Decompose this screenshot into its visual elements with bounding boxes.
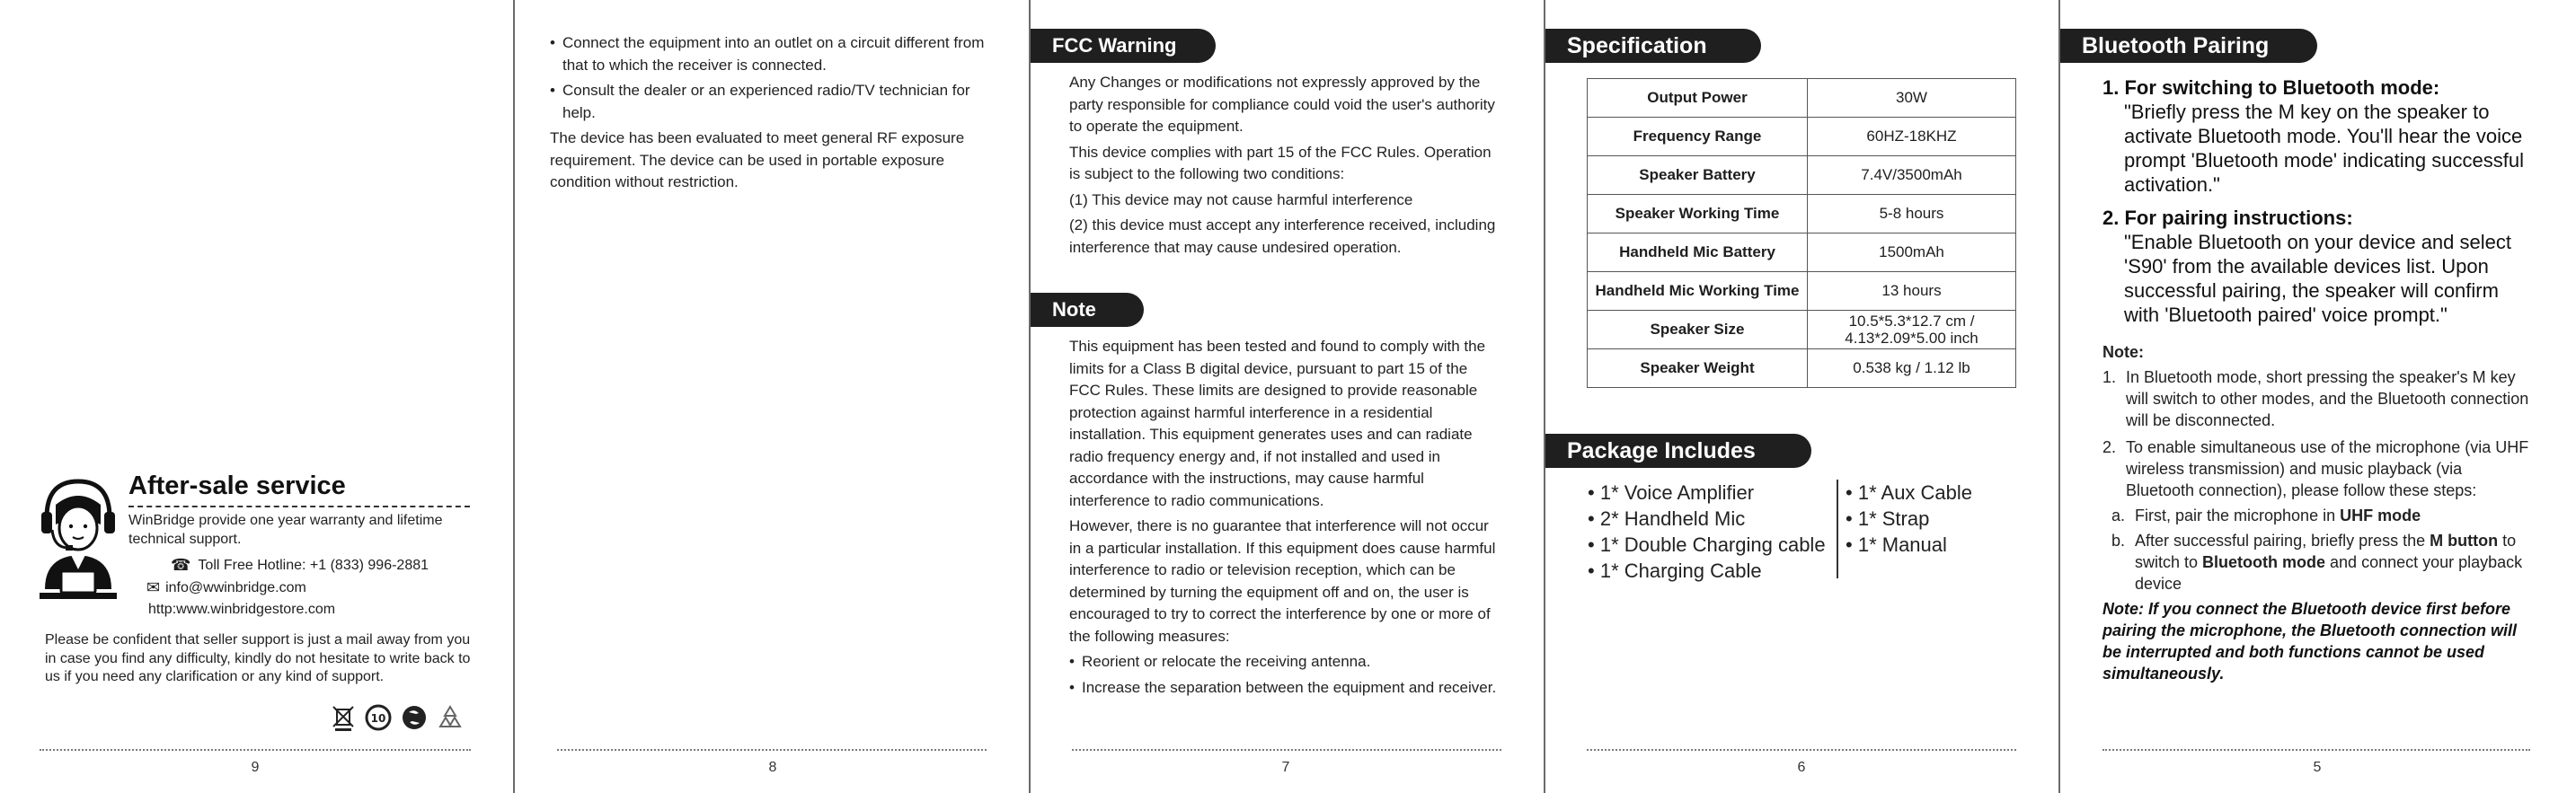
spec-value: 13 hours bbox=[1808, 272, 2016, 311]
package-item: 1* Double Charging cable bbox=[1599, 533, 1826, 556]
list-number: 1. bbox=[2102, 368, 2117, 386]
website-link[interactable]: http:www.winbridgestore.com bbox=[148, 602, 336, 617]
spec-value-line: 4.13*2.09*5.00 inch bbox=[1845, 330, 1978, 347]
text-run: After successful pairing, briefly press the bbox=[2135, 532, 2430, 550]
panel-divider bbox=[1544, 0, 1545, 793]
table-row bbox=[1588, 349, 2016, 388]
text-run: First, pair the microphone in bbox=[2135, 507, 2341, 524]
hotline-row bbox=[171, 556, 429, 575]
phone-icon: ☎ bbox=[171, 556, 191, 574]
step-title: 1. For switching to Bluetooth mode: bbox=[2102, 76, 2440, 99]
spec-key: Output Power bbox=[1588, 79, 1808, 118]
spec-value: 5-8 hours bbox=[1808, 195, 2016, 233]
support-confidence-text: Please be confident that seller support is just a mail away from you in case you find any difficulty, kindly do not hesitate to write back to us if you need any clarification or any kind of support. bbox=[45, 632, 471, 684]
title-rule bbox=[128, 506, 470, 507]
note-paragraph: This equipment has been tested and found to comply with the limits for a Class B digital device, pursuant to part 15 of the FCC Rules. These limits are designed to provide reasonable protection against harmful interference in a residential installation. This equipment generates uses and can radiate radio frequency energy and, if not installed and used in accordance with the instructions, may cause harmful interference to radio communications. bbox=[1069, 338, 1486, 509]
hotline-text: Toll Free Hotline: +1 (833) 996-2881 bbox=[198, 557, 429, 573]
spec-value: 0.538 kg / 1.12 lb bbox=[1808, 349, 2016, 388]
spec-value: 30W bbox=[1808, 79, 2016, 118]
step-title: 2. For pairing instructions: bbox=[2102, 207, 2353, 229]
warranty-text: WinBridge provide one year warranty and lifetime technical support. bbox=[128, 513, 443, 547]
warning-note: Note: If you connect the Bluetooth device first before pairing the microphone, the Bluetooth connection will be interrupted and both functions cannot be used simultaneously. bbox=[2102, 600, 2518, 683]
list-letter: b. bbox=[2111, 532, 2126, 550]
table-row bbox=[1588, 118, 2016, 156]
list-item: • 1* Charging Cable bbox=[1588, 560, 1762, 582]
fcc-warning-header: FCC Warning bbox=[1031, 29, 1216, 63]
spec-value bbox=[1808, 311, 2016, 349]
text-run-bold: UHF mode bbox=[2340, 507, 2421, 524]
list-item: • Connect the equipment into an outlet on a circuit different from that to which the receiver is connected. bbox=[550, 32, 986, 76]
svg-text:10: 10 bbox=[370, 712, 386, 725]
list-item: • Reorient or relocate the receiving antenna. bbox=[1069, 651, 1499, 674]
list-item bbox=[2102, 436, 2534, 501]
panel-divider bbox=[2058, 0, 2060, 793]
package-header: Package Includes bbox=[1545, 434, 1811, 468]
bullet-text: Consult the dealer or an experienced radio/TV technician for help. bbox=[562, 82, 970, 121]
text-run: and connect your playback device bbox=[2135, 553, 2523, 593]
page-number: 7 bbox=[1281, 760, 1290, 775]
support-agent-icon bbox=[36, 474, 121, 613]
spec-key: Speaker Weight bbox=[1588, 349, 1808, 388]
spec-key: Speaker Battery bbox=[1588, 156, 1808, 195]
bullet-text: Reorient or relocate the receiving antenna. bbox=[1082, 653, 1371, 670]
page-number: 5 bbox=[2313, 760, 2322, 775]
list-item: • 1* Aux Cable bbox=[1846, 481, 1973, 504]
list-item bbox=[2102, 530, 2534, 595]
recycle-10-icon bbox=[365, 704, 392, 731]
footer-rule bbox=[557, 749, 987, 751]
package-item: 1* Strap bbox=[1857, 507, 1930, 530]
page-number: 8 bbox=[768, 760, 777, 775]
list-item: • Consult the dealer or an experienced radio/TV technician for help. bbox=[550, 80, 986, 124]
note-paragraph: However, there is no guarantee that interference will not occur in a particular installation. If this equipment does cause harmful interference to radio or television reception, which can be determined by turning the equipment off and on, the user is encouraged to try to correct the interference by one or more of the following measures: bbox=[1069, 517, 1496, 645]
list-item bbox=[2102, 366, 2534, 431]
package-item: 1* Manual bbox=[1857, 533, 1947, 556]
bullet-text: Increase the separation between the equipment and receiver. bbox=[1082, 678, 1497, 696]
list-letter: a. bbox=[2111, 507, 2126, 524]
fcc-paragraph: This device complies with part 15 of the FCC Rules. Operation is subject to the following two conditions: bbox=[1069, 143, 1492, 182]
spec-value: 7.4V/3500mAh bbox=[1808, 156, 2016, 195]
list-item: • Increase the separation between the equipment and receiver. bbox=[1069, 677, 1499, 700]
note-text: To enable simultaneous use of the microphone (via UHF wireless transmission) and music playback (via Bluetooth connection), please follow these steps: bbox=[2126, 438, 2529, 499]
after-sale-title: After-sale service bbox=[128, 471, 346, 500]
list-item: • 1* Strap bbox=[1846, 507, 1930, 530]
list-item: • 2* Handheld Mic bbox=[1588, 507, 1746, 530]
step-text: "Enable Bluetooth on your device and select 'S90' from the available devices list. Upon successful pairing, the speaker will confirm with 'Bluetooth paired' voice prompt." bbox=[2124, 231, 2511, 326]
recycle-icon bbox=[437, 704, 464, 731]
spec-key: Speaker Size bbox=[1588, 311, 1808, 349]
specification-header: Specification bbox=[1545, 29, 1761, 63]
spec-value-line: 10.5*5.3*12.7 cm / bbox=[1848, 313, 1975, 330]
table-row bbox=[1588, 233, 2016, 272]
note-header: Note bbox=[1031, 293, 1144, 327]
rf-exposure-text: The device has been evaluated to meet general RF exposure requirement. The device can be used in portable exposure condition without restriction. bbox=[550, 129, 965, 190]
fcc-paragraph: Any Changes or modifications not expressly approved by the party responsible for compliance could void the user's authority to operate the equipment. bbox=[1069, 74, 1495, 135]
note-text bbox=[2135, 530, 2534, 595]
page-number: 6 bbox=[1797, 760, 1806, 775]
list-item: • 1* Double Charging cable bbox=[1588, 533, 1826, 556]
bluetooth-pairing-header: Bluetooth Pairing bbox=[2060, 29, 2317, 63]
package-divider bbox=[1837, 480, 1838, 578]
footer-rule bbox=[40, 749, 471, 751]
page-number: 9 bbox=[251, 760, 260, 775]
compliance-marks bbox=[331, 704, 464, 731]
list-item: • 1* Voice Amplifier bbox=[1588, 481, 1755, 504]
package-item: 1* Voice Amplifier bbox=[1599, 481, 1755, 504]
list-number: 2. bbox=[2102, 438, 2117, 456]
mail-icon: ✉ bbox=[146, 578, 161, 596]
table-row bbox=[1588, 272, 2016, 311]
package-list-right bbox=[1846, 480, 2016, 558]
spec-value: 60HZ-18KHZ bbox=[1808, 118, 2016, 156]
email-row bbox=[146, 578, 306, 597]
text-run-bold: M button bbox=[2430, 532, 2499, 550]
table-row bbox=[1588, 311, 2016, 349]
package-item: 1* Aux Cable bbox=[1857, 481, 1973, 504]
green-dot-icon bbox=[401, 704, 428, 731]
package-item: 1* Charging Cable bbox=[1599, 560, 1762, 582]
note-text: In Bluetooth mode, short pressing the speaker's M key will switch to other modes, and the Bluetooth connection will be disconnected. bbox=[2126, 368, 2529, 429]
spec-key: Handheld Mic Working Time bbox=[1588, 272, 1808, 311]
email-link[interactable]: info@wwinbridge.com bbox=[165, 579, 306, 595]
package-list-left bbox=[1588, 480, 1835, 584]
text-run-bold: Bluetooth mode bbox=[2202, 553, 2326, 571]
weee-bin-icon bbox=[331, 704, 356, 731]
note-label: Note: bbox=[2102, 343, 2144, 361]
spec-key: Frequency Range bbox=[1588, 118, 1808, 156]
table-row bbox=[1588, 79, 2016, 118]
footer-rule bbox=[1072, 749, 1501, 751]
panel-divider bbox=[513, 0, 515, 793]
spec-key: Speaker Working Time bbox=[1588, 195, 1808, 233]
spec-key: Handheld Mic Battery bbox=[1588, 233, 1808, 272]
table-row bbox=[1588, 195, 2016, 233]
footer-rule bbox=[1587, 749, 2016, 751]
text-run: to switch to bbox=[2135, 532, 2517, 571]
footer-rule bbox=[2102, 749, 2530, 751]
fcc-paragraph: (2) this device must accept any interference received, including interference that may cause undesired operation. bbox=[1069, 216, 1496, 256]
step-text: "Briefly press the M key on the speaker to activate Bluetooth mode. You'll hear the voice prompt 'Bluetooth mode' indicating successful activation." bbox=[2124, 101, 2524, 196]
note-text bbox=[2135, 505, 2421, 526]
specification-table bbox=[1587, 78, 2016, 388]
fcc-paragraph: (1) This device may not cause harmful interference bbox=[1069, 190, 1413, 208]
spec-value: 1500mAh bbox=[1808, 233, 2016, 272]
bullet-text: Connect the equipment into an outlet on a circuit different from that to which the receiver is connected. bbox=[562, 34, 985, 74]
package-item: 2* Handheld Mic bbox=[1599, 507, 1746, 530]
list-item: • 1* Manual bbox=[1846, 533, 1947, 556]
panel-divider bbox=[1029, 0, 1031, 793]
list-item bbox=[2102, 505, 2534, 526]
table-row bbox=[1588, 156, 2016, 195]
